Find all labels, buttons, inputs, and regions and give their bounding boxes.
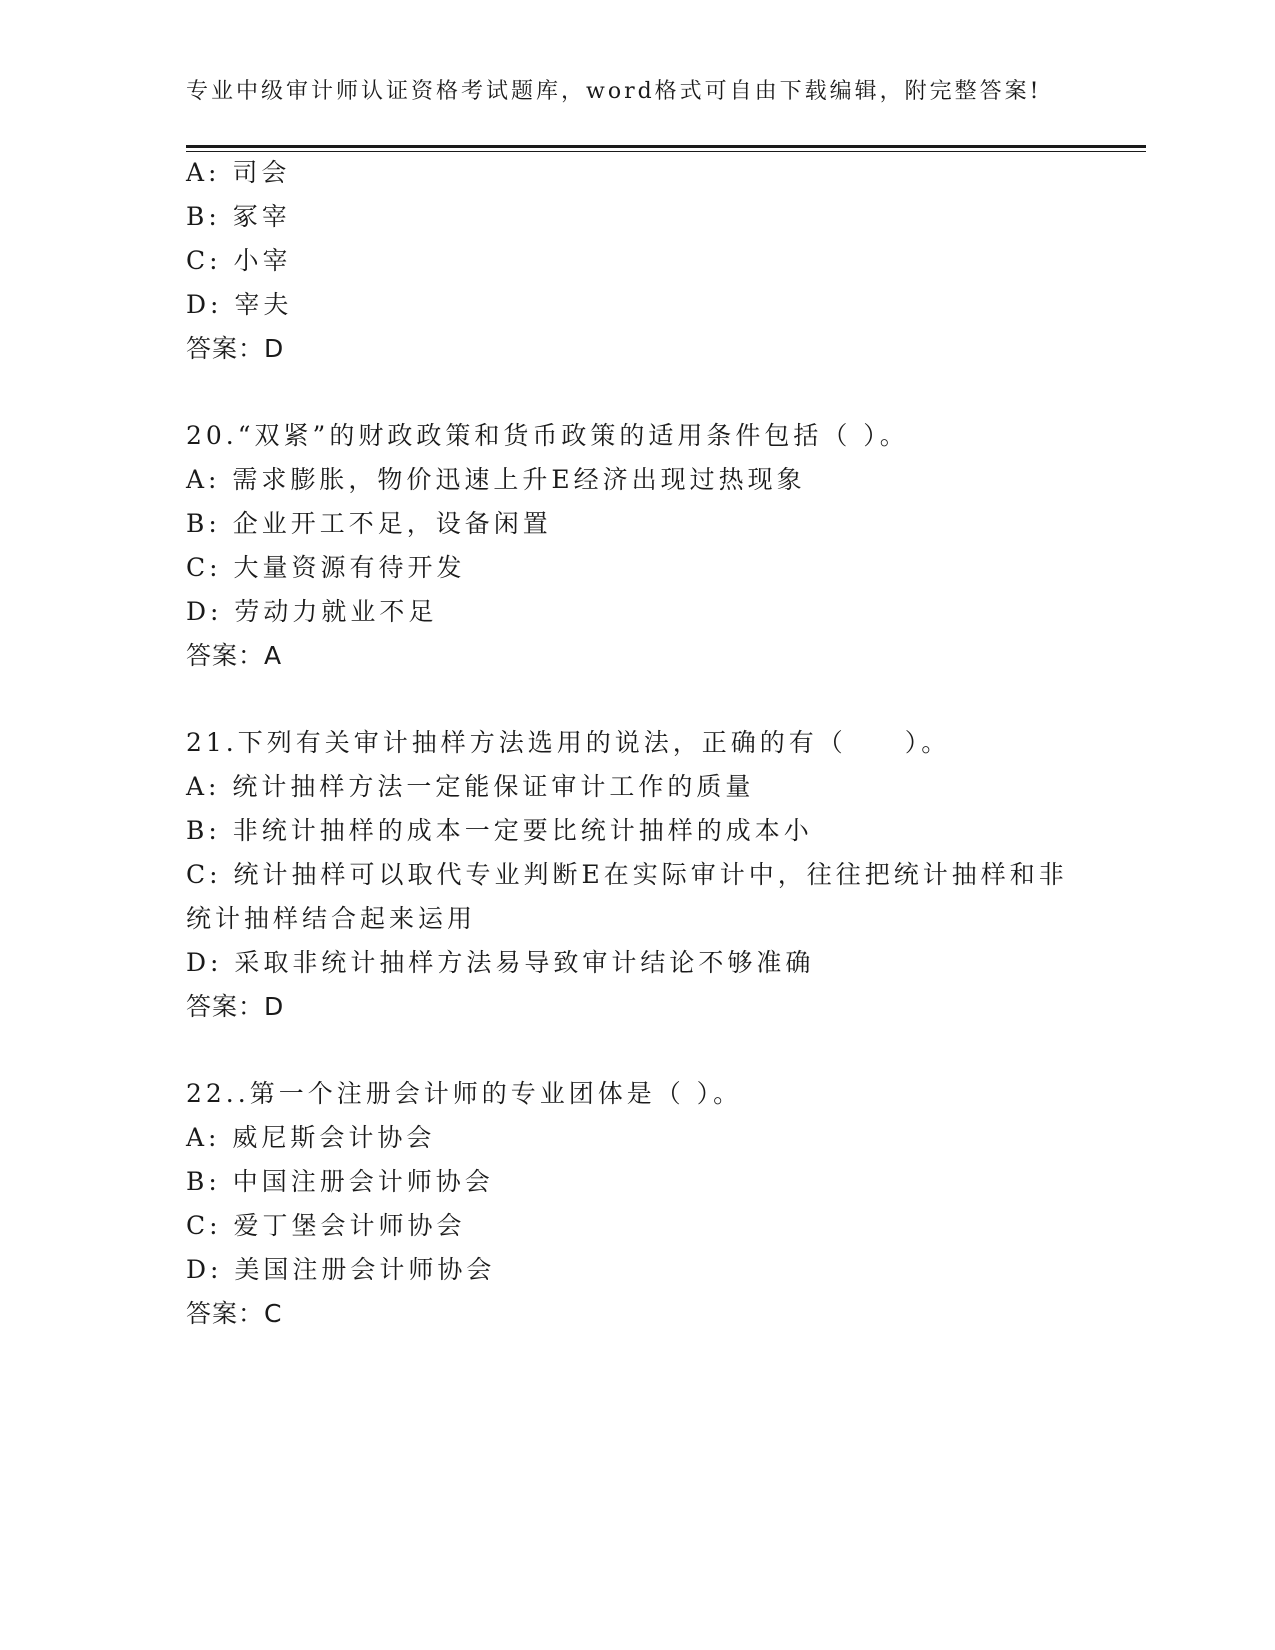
page-header: 专业中级审计师认证资格考试题库，word格式可自由下载编辑，附完整答案! [186,79,1042,104]
option-b: B: 冢宰 [186,202,291,231]
header-rule-thick [186,145,1146,148]
option-d: D: 采取非统计抽样方法易导致审计结论不够准确 [186,948,815,977]
option-a: A: 司会 [186,158,291,187]
option-c: C: 小宰 [186,246,292,275]
option-a: A: 需求膨胀，物价迅速上升E经济出现过热现象 [186,465,806,494]
option-d: D: 美国注册会计师协会 [186,1255,496,1284]
option-c-continued: 统计抽样结合起来运用 [186,904,477,933]
answer: 答案：A [186,641,283,670]
header-rule-thin [186,151,1146,152]
answer: 答案：C [186,1299,283,1328]
option-a: A: 威尼斯会计协会 [186,1123,436,1152]
option-b: B: 企业开工不足，设备闲置 [186,509,552,538]
option-c: C: 大量资源有待开发 [186,553,466,582]
answer: 答案：D [186,992,285,1021]
option-b: B: 非统计抽样的成本一定要比统计抽样的成本小 [186,816,813,845]
question-stem: 21.下列有关审计抽样方法选用的说法，正确的有（ ）。 [186,728,951,757]
option-d: D: 劳动力就业不足 [186,597,438,626]
option-a: A: 统计抽样方法一定能保证审计工作的质量 [186,772,755,801]
answer: 答案：D [186,334,285,363]
option-c: C: 统计抽样可以取代专业判断E在实际审计中，往往把统计抽样和非 [186,860,1068,889]
option-b: B: 中国注册会计师协会 [186,1167,494,1196]
question-stem: 20.“双紧”的财政政策和货币政策的适用条件包括（ ）。 [186,421,909,450]
option-d: D: 宰夫 [186,290,293,319]
question-stem: 22..第一个注册会计师的专业团体是（ ）。 [186,1079,743,1108]
option-c: C: 爱丁堡会计师协会 [186,1211,466,1240]
